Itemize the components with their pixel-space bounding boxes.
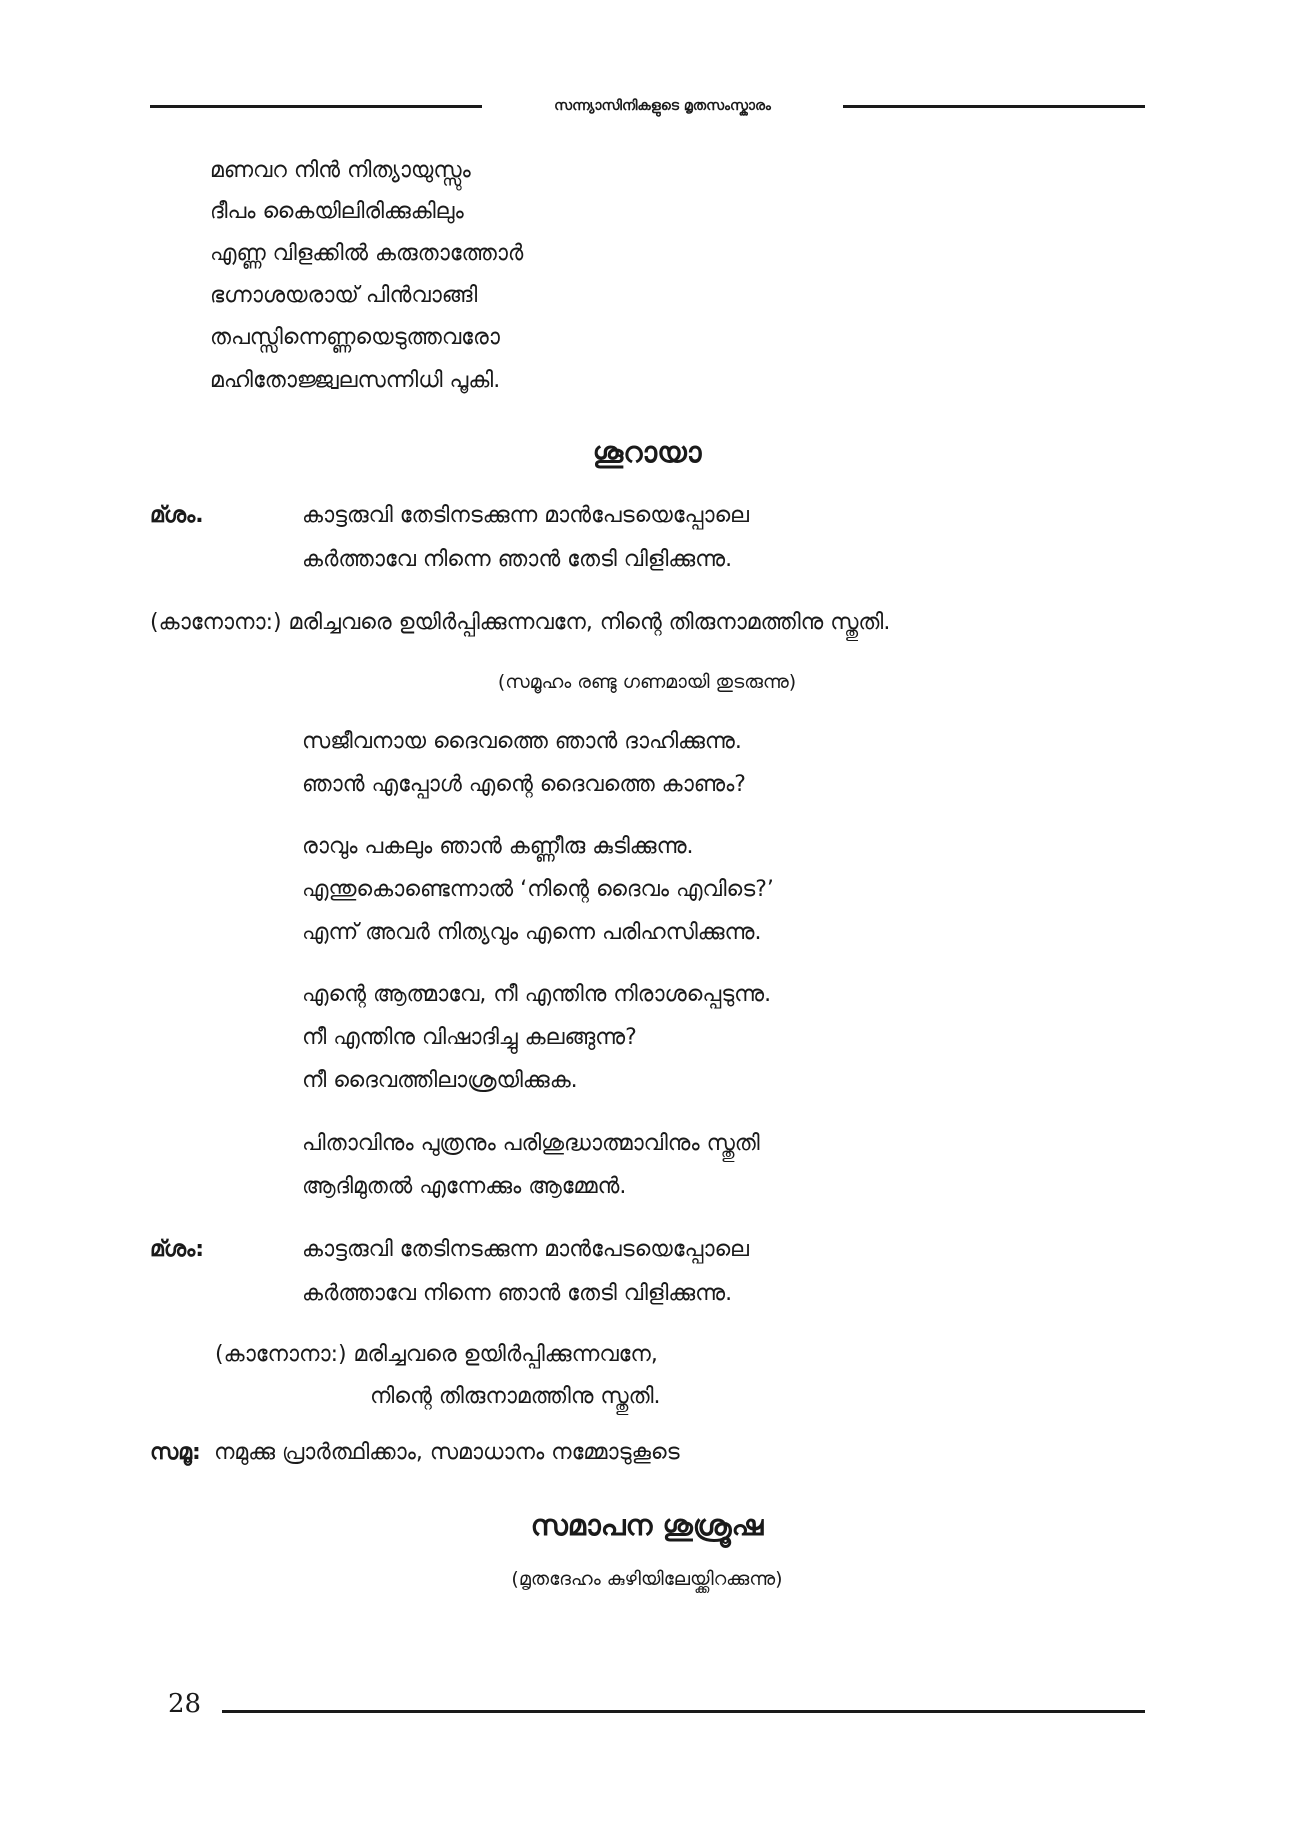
stanza-line: എന്റെ ആത്മാവേ, നീ എന്തിനു നിരാശപ്പെടുന്നു.	[302, 982, 772, 1007]
poem-line: മണവറ നിൻ നിത്യായുസ്സും	[210, 158, 471, 183]
stanza-line: രാവും പകലും ഞാൻ കണ്ണീരു കുടിക്കുന്നു.	[302, 834, 694, 859]
rubric-instruction: (മൃതദേഹം കുഴിയിലേയ്ക്കിറക്കുന്നു)	[511, 1568, 783, 1590]
stanza-line: ആദിമുതൽ എന്നേക്കും ആമ്മേൻ.	[302, 1174, 627, 1199]
response-line: കർത്താവേ നിന്നെ ഞാൻ തേടി വിളിക്കുന്നു.	[302, 1281, 733, 1306]
stanza-line: പിതാവിനും പുത്രനും പരിശുദ്ധാത്മാവിനും സ്തുതി	[302, 1131, 760, 1156]
header-rule-left	[150, 105, 482, 108]
speaker-label: സമൂ:	[150, 1440, 201, 1465]
stanza-line: നീ ദൈവത്തിലാശ്രയിക്കുക.	[302, 1068, 578, 1093]
header-rule-right	[843, 105, 1145, 108]
response-line: കാട്ടരുവി തേടിനടക്കുന്ന മാൻപേടയെപ്പോലെ	[302, 1237, 749, 1262]
stanza-line: എന്ന് അവർ നിത്യവും എന്നെ പരിഹസിക്കുന്നു.	[302, 920, 762, 945]
section-heading-closing-service: സമാപന ശുശ്രൂഷ	[530, 1508, 764, 1542]
poem-line: എണ്ണ വിളക്കിൽ കരുതാത്തോർ	[210, 241, 524, 266]
stanza-line: ഞാൻ എപ്പോൾ എന്റെ ദൈവത്തെ കാണും?	[302, 772, 746, 797]
speaker-label: മ്ശം:	[150, 1237, 205, 1262]
community-text: നമുക്കു പ്രാർത്ഥിക്കാം, സമാധാനം നമ്മോടുകൂടെ	[214, 1440, 680, 1465]
page-number: 28	[168, 1689, 202, 1719]
poem-line: ദീപം കൈയിലിരിക്കുകിലും	[210, 199, 464, 224]
stanza-line: നീ എന്തിനു വിഷാദിച്ചു കലങ്ങുന്നു?	[302, 1025, 637, 1050]
running-header	[150, 94, 1145, 118]
rubric-instruction: (സമൂഹം രണ്ടു ഗണമായി തുടരുന്നു)	[497, 671, 797, 693]
canon-line: (കാനോനാ:) മരിച്ചവരെ ഉയിർപ്പിക്കുന്നവനേ, നിന്റെ തിരുനാമത്തിനു സ്തുതി.	[150, 610, 891, 635]
response-line: കർത്താവേ നിന്നെ ഞാൻ തേടി വിളിക്കുന്നു.	[302, 547, 733, 572]
speaker-label: മ്ശം.	[150, 503, 204, 528]
stanza-line: സജീവനായ ദൈവത്തെ ഞാൻ ദാഹിക്കുന്നു.	[302, 729, 742, 754]
poem-line: തപസ്സിന്നെണ്ണയെടുത്തവരോ	[210, 325, 500, 350]
canon-line: നിന്റെ തിരുനാമത്തിനു സ്തുതി.	[370, 1384, 661, 1409]
response-line: കാട്ടരുവി തേടിനടക്കുന്ന മാൻപേടയെപ്പോലെ	[302, 503, 749, 528]
footer-rule	[222, 1710, 1145, 1713]
stanza-line: എന്തുകൊണ്ടെന്നാൽ ‘നിന്റെ ദൈവം എവിടെ?’	[302, 877, 774, 902]
canon-line: (കാനോനാ:) മരിച്ചവരെ ഉയിർപ്പിക്കുന്നവനേ,	[215, 1342, 658, 1367]
section-heading-shuraya: ശൂറായാ	[592, 435, 702, 469]
poem-line: ഭഗ്നാശയരായ് പിൻവാങ്ങി	[210, 283, 478, 308]
poem-line: മഹിതോജ്ജ്വലസന്നിധി പൂകി.	[210, 368, 501, 393]
running-header-title: സന്ന്യാസിനികളുടെ മൃതസംസ്കാരം	[554, 98, 771, 114]
